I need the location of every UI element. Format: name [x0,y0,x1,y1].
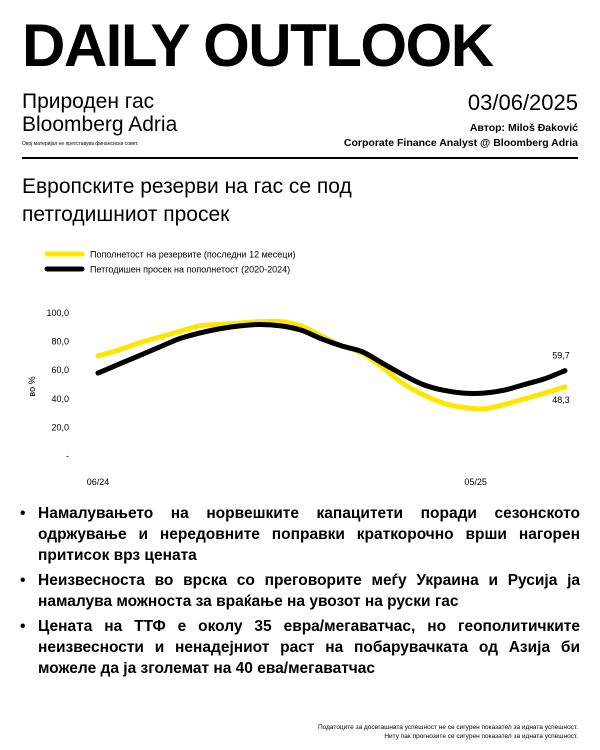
chart-headline: Европските резерви на гас се под петгодишниот просек [22,175,352,226]
y-tick-label: 100,0 [46,308,69,318]
topic-title: Природен гас [22,90,155,113]
y-tick-label: - [66,451,69,461]
bullet-text: Цената на ТТФ е околу 35 евра/мегаватчас, но геополитичките неизвесности и ненадејниот раст на побарувачката од Азија би можеле да ја зголемат на 40 ева/мегаватчас [38,618,580,677]
author-role: Corporate Finance Analyst @ Bloomberg Adria [343,137,578,149]
legend-label: Пополнетост на резервите (последни 12 месеци) [90,249,296,260]
bullet-marker: • [20,505,26,522]
x-tick-label: 06/24 [86,477,110,487]
y-tick-label: 80,0 [51,336,69,347]
report-date: 03/06/2025 [467,90,578,115]
y-tick-label: 20,0 [51,422,69,433]
author-name: Автор: Miloš Đaković [469,122,578,134]
bullet-marker: • [20,572,26,589]
y-axis-label: во % [27,376,37,397]
topic-subtitle: Bloomberg Adria [22,113,178,136]
bullet-item [18,570,580,612]
bullet-item [18,503,580,566]
line-chart [0,236,600,496]
end-value-label: 59,7 [552,350,570,361]
y-tick-label: 60,0 [51,365,69,376]
footnote-line: Податоците за досегашната успешност не се сигурен показател за идната успешност. [318,724,578,731]
legend-label: Петгодишен просек на пополнетост (2020-2024) [90,264,291,275]
header-divider [22,157,578,159]
footnote [318,723,578,741]
end-value-label: 48,3 [552,394,570,405]
bullet-item [18,616,580,679]
brand-title: DAILY OUTLOOK [22,12,493,79]
bullet-marker: • [20,618,26,635]
x-tick-label: 05/25 [464,477,487,487]
top-disclaimer: Овој материјал не претставува финансиски совет. [22,141,139,147]
bullet-text: Намалувањето на норвешките капацитети поради сезонското одржување и нередовните поправки краткорочно врши нагорен притисок врз цената [38,505,580,564]
series-line [98,321,565,409]
bullet-list [18,503,580,683]
footnote-line: Ниту пак прогнозите се сигурен показател за идната успешност. [384,733,578,740]
bullet-text: Неизвесноста во врска со преговорите меѓу Украина и Русија ја намалува можноста за враќање на увозот на руски гас [38,572,580,610]
y-tick-label: 40,0 [51,393,69,404]
